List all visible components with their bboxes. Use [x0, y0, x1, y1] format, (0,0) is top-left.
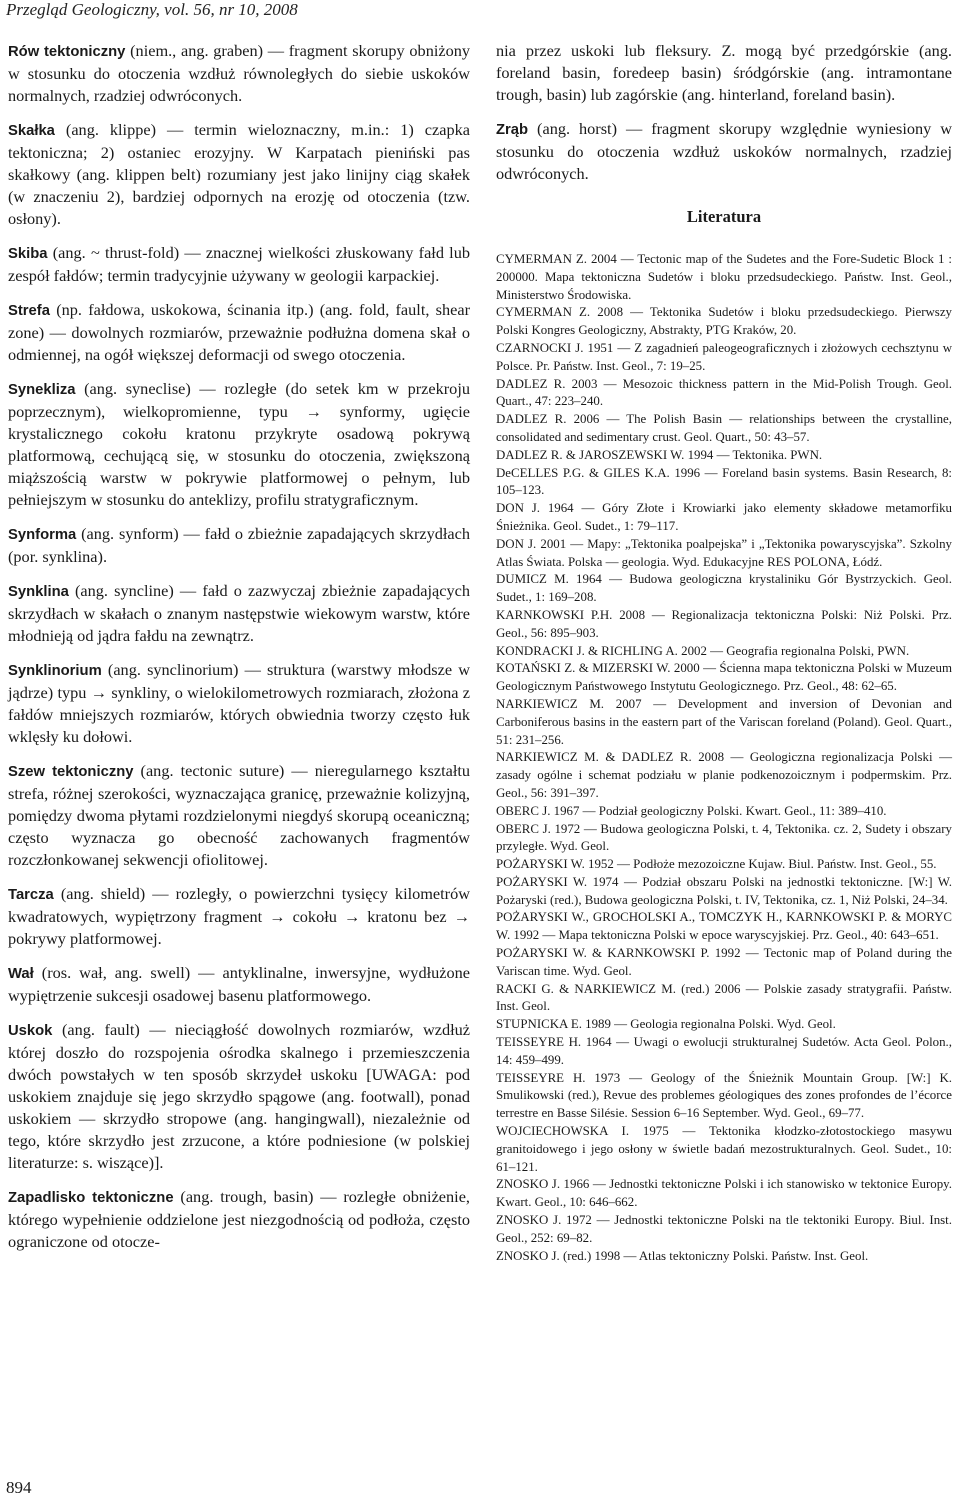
entry-text: (ang. fault) — nieciągłość dowolnych rozmiarów, wzdłuż której doszło do rozspojenia ośrodka skalnego i przemieszczenia dwóch powstałych w ten sposób skrzydeł uskoku [UWAGA: pod uskokiem znajduje się jego skrzydło spągowe (ang. footwall), ponad uskokiem — skrzydło stropowe (ang. hangingwall), niezależnie od tego, które skrzydło jest zrzucone, a które podniesione (w polskiej literaturze: s. wiszące)].	[8, 1020, 470, 1172]
glossary-entry	[8, 760, 470, 871]
glossary-entry	[8, 299, 470, 366]
reference-item: OBERC J. 1972 — Budowa geologiczna Polski, t. 4, Tektonika. cz. 2, Sudety i obszary przyległe. Wyd. Geol.	[496, 821, 952, 854]
entry-text: (ang. klippe) — termin wieloznaczny, m.in.: 1) czapka tektoniczna; 2) ostaniec erozyjny. W Karpatach pieniński pas skałkowy (ang. klippen belt) rozumiany jest jako linijny ciąg skałek (w znaczeniu 2), bardziej odpornych na erozję od otoczenia (tzw. osłony).	[8, 120, 470, 228]
journal-header: Przegląd Geologiczny, vol. 56, nr 10, 2008	[6, 0, 298, 19]
reference-item: KOTAŃSKI Z. & MIZERSKI W. 2000 — Ścienna mapa tektoniczna Polski w Muzeum Geologicznym Państwowego Instytutu Geologicznego. Prz. Geol., 48: 62–65.	[496, 661, 952, 694]
glossary-entry	[8, 242, 470, 287]
entry-term: Zrąb	[496, 122, 529, 138]
entry-term: Synekliza	[8, 382, 76, 398]
glossary-entry	[8, 40, 470, 107]
reference-item: ZNOSKO J. 1966 — Jednostki tektoniczne Polski i ich stanowisko w tektonice Europy. Kwart. Geol., 10: 646–662.	[496, 1177, 952, 1210]
entry-term: Rów tektoniczny	[8, 44, 126, 60]
entry-text: (ang. syncline) — fałd o zazwyczaj zbieżnie zapadających skrzydłach w skałach o znanym następstwie wiekowym warstw, które młodnieją od jądra fałdu na zewnątrz.	[8, 581, 471, 645]
entry-term: Strefa	[8, 303, 50, 319]
entry-term: Skiba	[8, 246, 48, 262]
entry-term: Tarcza	[8, 887, 54, 903]
glossary-entry	[8, 962, 470, 1007]
entry-term: Synklinorium	[8, 663, 102, 679]
reference-item: CYMERMAN Z. 2008 — Tektonika Sudetów i bloku przedsudeckiego. Pierwszy Polski Kongres Geologiczny, Abstrakty, PTG Kraków, 20.	[496, 305, 952, 338]
glossary-entry	[8, 1019, 470, 1174]
glossary-entry	[8, 659, 470, 748]
literature-heading: Literatura	[686, 207, 762, 226]
reference-item: OBERC J. 1967 — Podział geologiczny Polski. Kwart. Geol., 11: 389–410.	[496, 803, 887, 818]
entry-text: (ang. trough, basin) — rozległe obniżenie, którego wypełnienie oddzielone jest niezgodnością od podłoża, często ograniczone od otocze-	[8, 1187, 470, 1251]
reference-item: DON J. 2001 — Mapy: „Tektonika poalpejska” i „Tektonika powaryscyjska”. Szkolny Atlas Świata. Polska — geologia. Wyd. Edukacyjne RES POLONA, Łódź.	[496, 536, 952, 569]
reference-item: RACKI G. & NARKIEWICZ M. (red.) 2006 — Polskie zasady stratygrafii. Państw. Inst. Geol.	[496, 981, 952, 1014]
glossary-entry	[8, 1186, 470, 1253]
reference-item: POŻARYSKI W. & KARNKOWSKI P. 1992 — Tectonic map of Poland during the Variscan time. Wyd. Geol.	[496, 946, 952, 978]
entry-text: (ang. tectonic suture) — nieregularnego kształtu strefa, różnej szerokości, wyznaczająca granicę, przeważnie kolizyjną, pomiędzy dwoma płytami rozdzielonymi niegdyś skorupą oceaniczną; często wyznacza go obecność zachowanych fragmentów rozczłonkowanej sekwencji ofiolitowej.	[8, 761, 471, 869]
reference-item: DeCELLES P.G. & GILES K.A. 1996 — Foreland basin systems. Basin Research, 8: 105–123.	[496, 465, 952, 498]
entry-term: Zapadlisko tektoniczne	[8, 1190, 174, 1206]
reference-list	[496, 251, 952, 1265]
glossary-entry	[496, 118, 952, 185]
reference-item: WOJCIECHOWSKA I. 1975 — Tektonika kłodzko-złotostockiego masywu granitoidowego i jego osłony w świetle badań mezostrukturalnych. Geol. Sudet., 10: 61–121.	[496, 1124, 952, 1174]
entry-text: (niem., ang. graben) — fragment skorupy obniżony w stosunku do otoczenia wzdłuż równoległych do siebie uskoków normalnych, rzadziej odwróconych.	[8, 41, 471, 105]
reference-item: DUMICZ M. 1964 — Budowa geologiczna krystaliniku Gór Bystrzyckich. Geol. Sudet., 1: 169–208.	[496, 572, 952, 605]
reference-item: POŻARYSKI W. 1952 — Podłoże mezozoiczne Kujaw. Biul. Państw. Inst. Geol., 55.	[496, 857, 937, 872]
entry-text: (ros. wał, ang. swell) — antyklinalne, inwersyjne, wydłużone wypiętrzenie sukcesji osadowej basenu platformowego.	[8, 963, 470, 1005]
entry-continuation: nia przez uskoki lub fleksury. Z. mogą być przedgórskie (ang. foreland basin, foredeep basin) śródgórskie (ang. intramontane trough, basin) lub zagórskie (ang. hinterland, foreland basin).	[496, 41, 952, 104]
entry-term: Synklina	[8, 584, 69, 600]
reference-item: DADLEZ R. & JAROSZEWSKI W. 1994 — Tektonika. PWN.	[496, 447, 823, 462]
left-column	[8, 40, 470, 1265]
reference-item: DADLEZ R. 2006 — The Polish Basin — relationships between the crystalline, consolidated and sedimentary crust. Geol. Quart., 50: 43–57.	[496, 412, 952, 444]
glossary-entry	[8, 378, 470, 511]
entry-text: (ang. syneclise) — rozległe (do setek km w przekroju poprzecznym), wielkopromienne, typu → synformy, ugięcie krystalicznego cokołu kratonu przykryte osadową pokrywą platformową, cechującą się, w stosunku do otoczenia, zwiększoną miąższością warstw w pokrywie platformowej o pełnym, lub pełniejszym w stosunku do anteklizy, profilu stratygraficznym.	[8, 379, 470, 509]
reference-item: DON J. 1964 — Góry Złote i Krowiarki jako elementy składowe metamorfiku Śnieżnika. Geol. Sudet., 1: 79–117.	[496, 501, 952, 533]
reference-item: STUPNICKA E. 1989 — Geologia regionalna Polski. Wyd. Geol.	[496, 1017, 836, 1032]
glossary-entry	[8, 523, 470, 568]
reference-item: NARKIEWICZ M. 2007 — Development and inversion of Devonian and Carboniferous basins in the eastern part of the Variscan foreland (Poland). Geol. Quart., 51: 231–256.	[496, 696, 952, 747]
right-column	[496, 40, 952, 1265]
reference-item: POŻARYSKI W., GROCHOLSKI A., TOMCZYK H., KARNKOWSKI P. & MORYC W. 1992 — Mapa tektoniczna Polski w epoce waryscyjskiej. Prz. Geol., 40: 643–651.	[496, 910, 952, 943]
right-top-text	[496, 40, 952, 185]
reference-item: DADLEZ R. 2003 — Mesozoic thickness pattern in the Mid-Polish Trough. Geol. Quart., 47: 223–240.	[496, 376, 952, 409]
entry-term: Skałka	[8, 123, 55, 139]
entry-text: (np. fałdowa, uskokowa, ścinania itp.) (ang. fold, fault, shear zone) — dowolnych rozmiarów, przeważnie podłużna domena skał o odmiennej, na ogół większej deformacji od swego otoczenia.	[8, 300, 470, 364]
reference-item: TEISSEYRE H. 1973 — Geology of the Śnieżnik Mountain Group. [W:] K. Smulikowski (red.), Revue des problemes géologiques des zones profondes de l’écorce terrestre en Basse Silésie. Session 6–16 September. Wyd. Geol., 69–77.	[496, 1070, 952, 1121]
glossary-entry	[8, 883, 470, 950]
entry-text: (ang. synform) — fałd o zbieżnie zapadających skrzydłach (por. synklina).	[8, 524, 471, 566]
entry-text: (ang. shield) — rozległy, o powierzchni tysięcy kilometrów kwadratowych, wypiętrzony fragment → cokołu → kratonu bez → pokrywy platformowej.	[8, 884, 470, 948]
glossary-entry	[8, 119, 470, 230]
reference-item: NARKIEWICZ M. & DADLEZ R. 2008 — Geologiczna regionalizacja Polski — zasady ogólne i schemat podziału w planie podkenozoicznym i podpermskim. Prz. Geol., 56: 391–397.	[496, 750, 952, 800]
reference-item: ZNOSKO J. 1972 — Jednostki tektoniczne Polski na tle tektoniki Europy. Biul. Inst. Geol., 252: 69–82.	[496, 1213, 952, 1245]
entry-term: Wał	[8, 966, 34, 982]
reference-item: KONDRACKI J. & RICHLING A. 2002 — Geografia regionalna Polski, PWN.	[496, 643, 910, 658]
entry-text: (ang. synclinorium) — struktura (warstwy młodsze w jądrze) typu → synkliny, o wielokilometrowych rozmiarach, złożona z fałdów mniejszych rozmiarów, których obwiednia tworzy często łuk wklęsły ku dołowi.	[8, 660, 470, 746]
glossary-entry	[8, 580, 470, 647]
entry-text: (ang. horst) — fragment skorupy względnie wyniesiony w stosunku do otoczenia wzdłuż uskoków normalnych, rzadziej odwróconych.	[496, 119, 952, 183]
reference-item: POŻARYSKI W. 1974 — Podział obszaru Polski na jednostki tektoniczne. [W:] W. Pożaryski (red.), Budowa geologiczna Polski, t. IV, Tektonika, cz. 1, Niż Polski, 24–34.	[496, 874, 952, 907]
entry-term: Szew tektoniczny	[8, 764, 134, 780]
reference-item: CYMERMAN Z. 2004 — Tectonic map of the Sudetes and the Fore-Sudetic Block 1 : 200000. Mapa tektoniczna Sudetów i bloku przedsudeckiego. Państw. Inst. Geol., Ministerstwo Środowiska.	[496, 252, 952, 302]
page-number: 894	[6, 1478, 32, 1497]
reference-item: ZNOSKO J. (red.) 1998 — Atlas tektoniczny Polski. Państw. Inst. Geol.	[496, 1248, 869, 1263]
reference-item: KARNKOWSKI P.H. 2008 — Regionalizacja tektoniczna Polski: Niż Polski. Prz. Geol., 56: 895–903.	[496, 607, 952, 640]
entry-text: (ang. ~ thrust-fold) — znacznej wielkości złuskowany fałd lub zespół fałdów; termin tradycyjnie używany w geologii karpackiej.	[8, 243, 470, 285]
entry-term: Synforma	[8, 527, 77, 543]
reference-item: TEISSEYRE H. 1964 — Uwagi o ewolucji strukturalnej Sudetów. Acta Geol. Polon., 14: 459–499.	[496, 1035, 952, 1067]
entry-term: Uskok	[8, 1023, 53, 1039]
reference-item: CZARNOCKI J. 1951 — Z zagadnień paleogeograficznych i złożowych cechsztynu w Polsce. Pr. Państw. Inst. Geol., 7: 19–25.	[496, 340, 952, 373]
